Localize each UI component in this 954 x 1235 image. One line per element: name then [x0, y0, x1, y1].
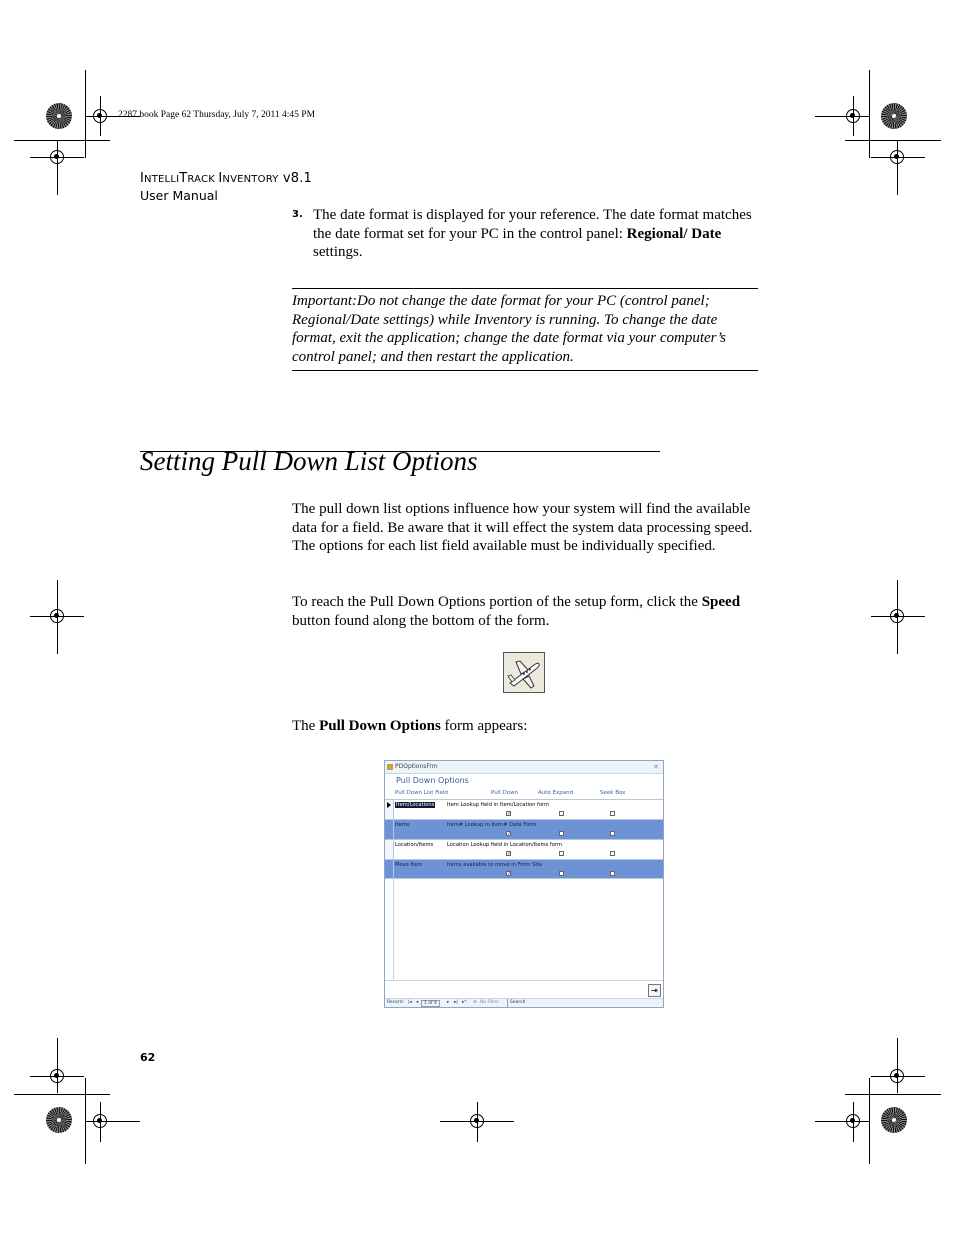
running-head-subtitle: User Manual — [140, 188, 218, 203]
seek-box-checkbox[interactable] — [610, 871, 615, 876]
pull-down-checkbox[interactable]: ✓ — [507, 851, 512, 857]
pull-down-checkbox[interactable]: ✓ — [507, 831, 512, 837]
record-selector[interactable] — [385, 820, 394, 839]
close-icon[interactable]: ✕ — [653, 763, 659, 771]
record-selector[interactable] — [385, 840, 394, 859]
print-slug: 2287.book Page 62 Thursday, July 7, 2011 4:45 PM — [118, 110, 316, 120]
filter-status[interactable]: No Filter — [480, 1000, 499, 1005]
new-record-icon[interactable]: ▸* — [462, 1000, 467, 1005]
column-header-seek-box: Seek Box — [600, 790, 626, 796]
form-heading: Pull Down Options — [396, 776, 469, 785]
speed-button — [503, 652, 545, 693]
first-record-icon[interactable]: |◂ — [408, 1000, 412, 1005]
section-title: Setting Pull Down List Options — [140, 446, 478, 476]
previous-record-icon[interactable]: ◂ — [416, 1000, 419, 1005]
record-position[interactable]: 1 of 4 — [421, 1000, 440, 1007]
selector-column-empty — [385, 879, 394, 981]
record-selector[interactable] — [385, 800, 394, 819]
field-description: Items available to move in From Site — [447, 862, 543, 868]
next-record-icon[interactable]: ▸ — [447, 1000, 450, 1005]
seek-box-checkbox[interactable] — [610, 831, 615, 836]
speed-instruction: To reach the Pull Down Options portion of the setup form, click the Speed button found along the bottom of the form. — [292, 594, 741, 629]
column-header-auto-expand: Auto Expand — [538, 790, 574, 796]
table-row[interactable] — [385, 799, 663, 819]
field-description: Item# Lookup in Item# Data Form — [447, 822, 537, 828]
field-name[interactable]: Items — [395, 822, 410, 828]
step-number: 3. — [292, 209, 303, 220]
field-description: Location Lookup field in Location/Items form — [447, 842, 562, 848]
auto-expand-checkbox[interactable] — [559, 871, 564, 876]
table-row[interactable] — [385, 839, 663, 859]
field-description: Item Lookup field in Item/Location form — [447, 802, 550, 808]
important-note: Important:Do not change the date format for your PC (control panel; Regional/Date settings) while Inventory is running. To change the date format, exit the application; change the date format via your computer’s control panel; and then restart the application. — [292, 293, 726, 365]
footer-divider — [385, 980, 663, 981]
auto-expand-checkbox[interactable] — [559, 811, 564, 816]
table-row[interactable] — [385, 819, 663, 839]
table-row[interactable] — [385, 859, 663, 879]
airplane-icon — [504, 653, 544, 692]
exit-door-icon[interactable]: ⇥ — [648, 984, 661, 997]
page-number: 62 — [140, 1051, 156, 1064]
field-name[interactable]: Item/Locations — [396, 802, 435, 808]
window-title: PDOptionsFrm — [395, 763, 438, 770]
pull-down-options-window — [384, 760, 664, 1008]
auto-expand-checkbox[interactable] — [559, 851, 564, 856]
seek-box-checkbox[interactable] — [610, 811, 615, 816]
running-head-title: INTELLITRACK INVENTORY v8.1 — [140, 171, 313, 186]
last-record-icon[interactable]: ▸| — [454, 1000, 458, 1005]
field-name[interactable]: Location/Items — [395, 842, 434, 848]
column-header-field: Pull Down List Field — [395, 790, 448, 796]
form-appears-text: The Pull Down Options form appears: — [292, 718, 528, 734]
record-selector[interactable] — [385, 860, 394, 878]
record-navigation-bar — [385, 998, 663, 1007]
field-name[interactable]: Move Item — [395, 862, 423, 868]
auto-expand-checkbox[interactable] — [559, 831, 564, 836]
record-label: Record: — [387, 1000, 405, 1005]
note-bottom-rule — [292, 370, 758, 371]
search-field[interactable]: Search — [507, 999, 525, 1007]
current-record-icon — [387, 802, 391, 808]
pull-down-checkbox[interactable]: ✓ — [507, 811, 512, 817]
window-titlebar — [385, 761, 663, 774]
step-text: The date format is displayed for your reference. The date format matches the date format set for your PC in the control panel: Regional/ Date settings. — [313, 207, 752, 261]
column-header-pull-down: Pull Down — [491, 790, 519, 796]
form-icon — [387, 764, 393, 770]
note-top-rule — [292, 288, 758, 289]
seek-box-checkbox[interactable] — [610, 851, 615, 856]
filter-icon[interactable]: ⊗ — [473, 1000, 477, 1005]
pull-down-checkbox[interactable]: ✓ — [507, 871, 512, 877]
intro-paragraph: The pull down list options influence how your system will find the available data for a field. Be aware that it will effect the system data processing speed. The options for each list field available must be individually specified. — [292, 501, 753, 555]
